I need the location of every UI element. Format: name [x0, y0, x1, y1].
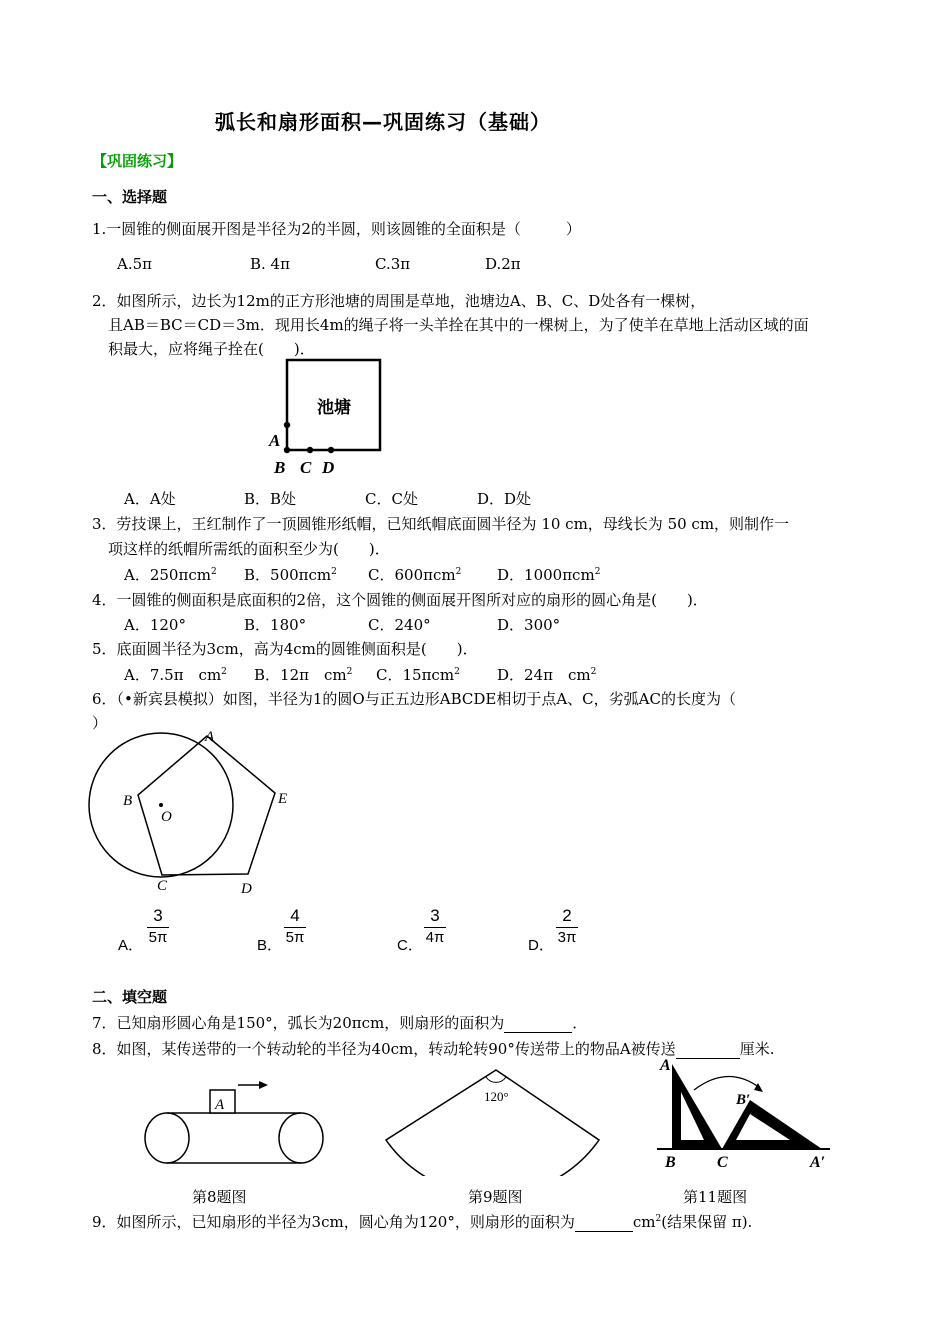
label-o: O: [161, 809, 172, 825]
q3-option-c: C．600πcm$^2$: [368, 566, 462, 584]
q4-option-d: D．300°: [497, 616, 561, 634]
label-a: A: [660, 1057, 671, 1074]
question-6-line-1: 6．（•新宾县模拟）如图，半径为1的圆O与正五边形ABCDE相切于点A、C，劣弧AC的长度为（: [92, 690, 736, 708]
pentagon-abcde: [138, 736, 275, 875]
section-tag: 【巩固练习】: [92, 152, 183, 170]
q6-option-b-fraction: [284, 906, 306, 947]
figure-8-caption: 第8题图: [192, 1188, 247, 1206]
fraction-numerator: 3: [430, 906, 440, 925]
q3-option-a: A．250πcm$^2$: [124, 566, 217, 584]
left-wheel: [145, 1113, 189, 1163]
pond-figure: [262, 355, 392, 480]
right-wheel: [279, 1113, 323, 1163]
q4-option-c: C．240°: [368, 616, 431, 634]
q5-option-d: D．24π $cm^2$: [497, 666, 597, 684]
label-b: B: [665, 1154, 676, 1171]
q6-option-d-fraction: [556, 906, 578, 947]
conveyor-figure: [135, 1078, 335, 1173]
fraction-denominator: 3π: [557, 929, 577, 946]
label-d: D: [322, 458, 335, 477]
pond-label: 池塘: [317, 398, 351, 418]
figure-9-caption: 第9题图: [468, 1188, 523, 1206]
q2-option-a: A．A处: [124, 490, 176, 508]
section-choice-heading: 一、选择题: [92, 188, 168, 206]
center-o-point: [159, 803, 163, 807]
q3-option-d: D．1000πcm$^2$: [497, 566, 601, 584]
answer-blank: [504, 1014, 572, 1033]
figure-11-caption: 第11题图: [683, 1188, 748, 1206]
fraction-numerator: 2: [562, 906, 572, 925]
q6-option-c-fraction: [424, 906, 446, 947]
label-a: A: [269, 431, 281, 450]
object-a-label: A: [215, 1097, 225, 1113]
pentagon-circle-figure: [85, 725, 300, 900]
q2-option-b: B．B处: [244, 490, 297, 508]
q1-option-d: D.2π: [485, 255, 521, 273]
label-a: A: [205, 729, 215, 745]
q6-option-a-fraction: [147, 906, 169, 947]
question-4-text: 4．一圆锥的侧面积是底面积的2倍，这个圆锥的侧面展开图所对应的扇形的圆心角是( )．: [92, 591, 708, 609]
question-8-text: 8．如图，某传送带的一个转动轮的半径为40cm，转动轮转90°传送带上的物品A被传送 厘米.: [92, 1040, 775, 1058]
question-2-line-2: 且AB＝BC＝CD＝3m．现用长4m的绳子将一头羊拴在其中的一棵树上，为了使羊在草地上活动区域的面: [108, 316, 809, 334]
angle-arc: [486, 1077, 506, 1082]
fraction-denominator: 5π: [148, 929, 168, 946]
tree-d-point: [328, 447, 334, 453]
q5-option-b: B．12π $cm^2$: [254, 666, 353, 684]
label-e: E: [278, 791, 288, 807]
q6-option-a-label: A．: [118, 937, 144, 954]
question-6-line-2: ）: [92, 714, 108, 732]
question-3-line-1: 3．劳技课上，王红制作了一顶圆锥形纸帽，已知纸帽底面圆半径为 10 cm，母线长为 50 cm，则制作一: [92, 515, 790, 533]
label-b: B: [274, 458, 286, 477]
tree-b-point: [284, 447, 290, 453]
tree-c-point: [307, 447, 313, 453]
fraction-denominator: 4π: [425, 929, 445, 946]
q1-option-a: A.5π: [117, 255, 153, 273]
q4-option-b: B．180°: [244, 616, 307, 634]
label-b-prime: B′: [736, 1092, 751, 1108]
q1-option-c: C.3π: [375, 255, 411, 273]
label-d: D: [241, 881, 252, 897]
label-a-prime: A′: [810, 1154, 826, 1171]
q2-option-c: C．C处: [365, 490, 418, 508]
question-7-text: 7．已知扇形圆心角是150°，弧长为20πcm，则扇形的面积为 ．: [92, 1014, 588, 1032]
sector-shape: [386, 1070, 599, 1176]
q5-option-a: A．7.5π $cm^2$: [124, 666, 227, 684]
q2-option-d: D．D处: [477, 490, 532, 508]
question-2-line-3: 积最大，应将绳子拴在( )．: [108, 340, 315, 358]
label-b: B: [123, 793, 133, 809]
fraction-numerator: 4: [290, 906, 300, 925]
rotation-arc: [694, 1076, 760, 1090]
q6-option-b-label: B．: [257, 937, 283, 954]
section-fill-heading: 二、填空题: [92, 988, 168, 1006]
question-3-line-2: 项这样的纸帽所需纸的面积至少为( )．: [108, 540, 390, 558]
arrow-head-icon: [259, 1081, 268, 1089]
sector-figure: [380, 1066, 605, 1176]
angle-label: 120°: [484, 1089, 509, 1104]
page-title: 弧长和扇形面积—巩固练习（基础）: [215, 110, 551, 134]
label-c: C: [157, 878, 168, 894]
set-square-figure: [652, 1052, 837, 1177]
fraction-denominator: 5π: [285, 929, 305, 946]
q3-option-b: B．500πcm$^2$: [244, 566, 337, 584]
label-c: C: [300, 458, 312, 477]
q4-option-a: A．120°: [124, 616, 186, 634]
question-5-text: 5．底面圆半径为3cm，高为4cm的圆锥侧面积是( )．: [92, 640, 478, 658]
q5-option-c: C．15πcm$^2$: [376, 666, 460, 684]
answer-blank: [575, 1213, 633, 1232]
question-2-line-1: 2．如图所示，边长为12m的正方形池塘的周围是草地，池塘边A、B、C、D处各有一棵树，: [92, 292, 706, 310]
fraction-numerator: 3: [153, 906, 163, 925]
q6-option-c-label: C．: [397, 937, 423, 954]
label-c: C: [717, 1154, 728, 1171]
question-9-text: 9．如图所示，已知扇形的半径为3cm，圆心角为120°，则扇形的面积为 $cm^2$(结果保留 π).: [92, 1213, 753, 1231]
tree-a-point: [284, 422, 290, 428]
q6-option-d-label: D．: [528, 937, 554, 954]
q1-option-b: B. 4π: [250, 255, 290, 273]
question-1-text: 1.一圆锥的侧面展开图是半径为2的半圆，则该圆锥的全面积是（ ）: [92, 220, 581, 238]
